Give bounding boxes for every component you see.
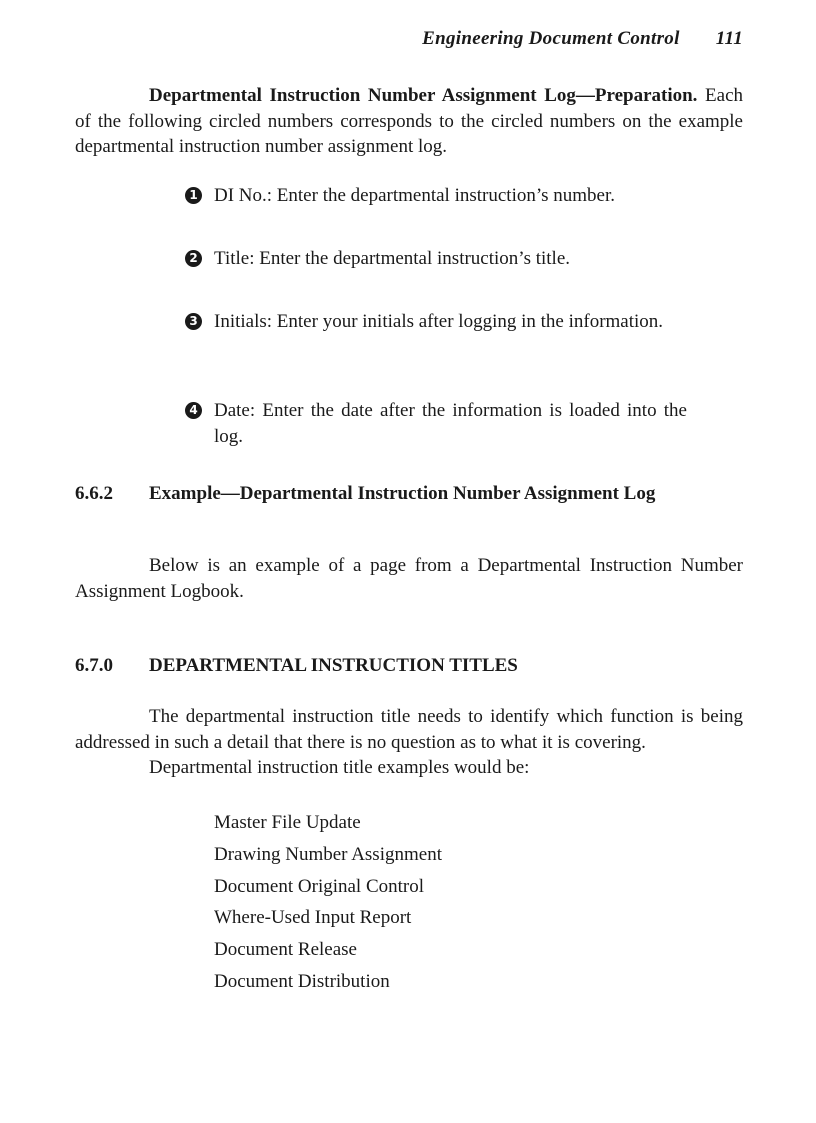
list-item-text: Initials: Enter your initials after logging in the information.	[214, 311, 664, 332]
list-item: Document Release	[214, 939, 357, 961]
section-number: 6.6.2	[75, 483, 113, 504]
list-item-text: DI No.: Enter the departmental instruction’s number.	[214, 185, 616, 206]
list-item: Where-Used Input Report	[214, 907, 412, 929]
running-head	[422, 28, 743, 50]
prep-lead: Departmental Instruction Number Assignment Log—Preparation.	[149, 85, 698, 106]
circled-number-1-icon: 1	[185, 187, 202, 204]
section-body-text: The departmental instruction title needs to identify which function is being addressed in such a detail that there is no question as to what it is covering.	[75, 706, 743, 753]
section-heading-6-7-0	[75, 653, 743, 679]
list-item	[185, 309, 687, 335]
list-item	[185, 246, 687, 272]
circled-number-3-icon: 3	[185, 313, 202, 330]
running-head-title: Engineering Document Control	[422, 28, 680, 49]
circled-number-2-icon: 2	[185, 250, 202, 267]
section-6-7-0-body	[75, 704, 743, 781]
document-page	[75, 0, 743, 1123]
list-item	[185, 398, 687, 449]
list-item-text: Title: Enter the departmental instruction’s title.	[214, 248, 571, 269]
section-title: Example—Departmental Instruction Number Assignment Log	[149, 483, 656, 504]
list-item-text: Date: Enter the date after the information is loaded into the log.	[214, 400, 687, 447]
examples-intro: Departmental instruction title examples would be:	[149, 757, 530, 778]
list-item: Document Original Control	[214, 875, 425, 897]
section-heading-6-6-2	[75, 481, 743, 507]
page-number: 111	[715, 28, 743, 49]
title-examples-list	[214, 810, 442, 1001]
list-item: Document Distribution	[214, 970, 390, 992]
section-title: DEPARTMENTAL INSTRUCTION TITLES	[149, 655, 518, 676]
prep-text: Each of the following circled numbers corresponds to the circled numbers on the example departmental instruction number assignment log.	[75, 85, 744, 157]
prep-paragraph	[75, 83, 743, 160]
section-body-text: Below is an example of a page from a Departmental Instruction Number Assignment Logbook.	[75, 555, 743, 602]
circled-number-4-icon: 4	[185, 402, 202, 419]
section-6-6-2-body	[75, 553, 743, 604]
list-item: Master File Update	[214, 812, 361, 833]
list-item: Drawing Number Assignment	[214, 843, 442, 865]
section-number: 6.7.0	[75, 655, 113, 676]
list-item	[185, 183, 687, 209]
